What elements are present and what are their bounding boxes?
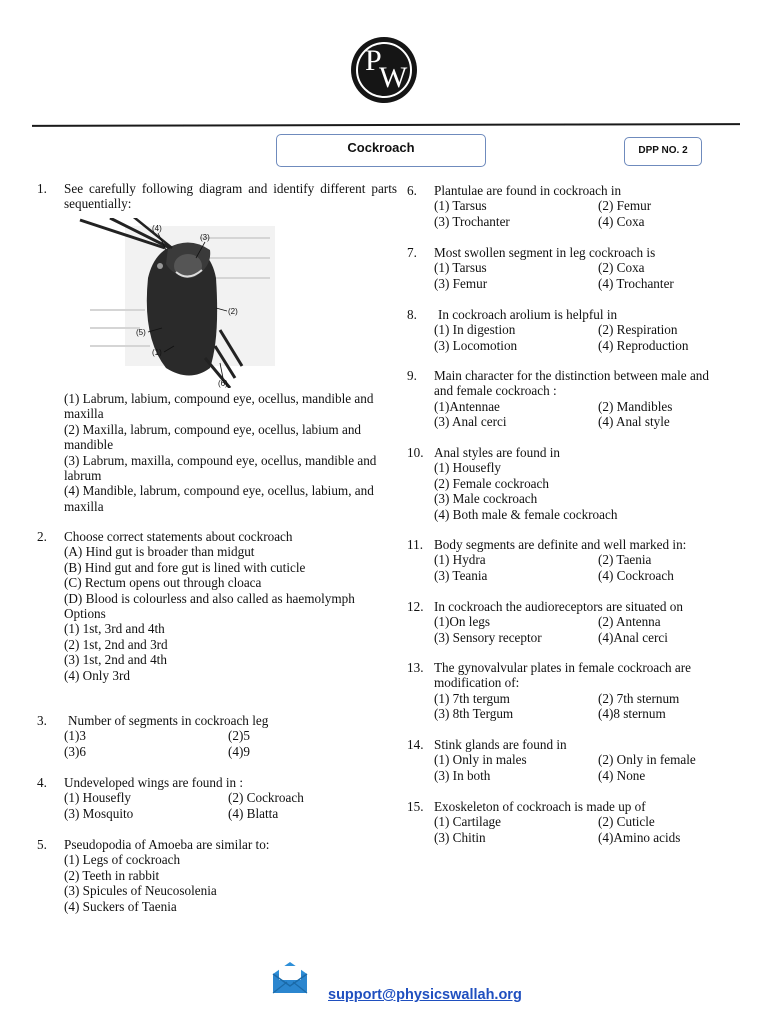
option: (4) None [598,767,646,783]
question-number: 2. [37,529,47,544]
logo-letter-w: W [379,61,408,94]
option: (3) Anal cerci [434,414,507,430]
option: (3) 8th Tergum [434,706,514,722]
option: (1)3 [64,728,86,744]
option: (3) Femur [434,275,488,291]
question-number: 10. [407,445,424,460]
option: (3) Trochanter [434,213,510,229]
question-stem: Choose correct statements about cockroach [64,529,293,544]
option: (4) Blatta [228,805,279,821]
diagram-label: (6) [218,379,228,388]
question-stem: Anal styles are found in [434,445,560,460]
option: (3) Male cockroach [434,491,538,507]
question-number: 5. [37,837,47,852]
option: (1) Tarsus [434,198,487,214]
question-number: 3. [37,713,47,728]
question-stem: Pseudopodia of Amoeba are similar to: [64,837,270,852]
statement: (D) Blood is colourless and also called as haemolymph [64,590,355,606]
option: (1) Tarsus [434,260,487,276]
option: (4) Trochanter [598,275,674,291]
question-number: 4. [37,775,47,790]
option: (2) Taenia [598,552,652,568]
option: (1) Legs of cockroach [64,852,181,868]
option: (4) Mandible, labrum, compound eye, ocellus, labium, and maxilla [64,483,374,514]
question-stem: In cockroach the audioreceptors are situated on [434,599,683,614]
option: (1) Only in males [434,752,527,768]
question-number: 11. [407,537,423,552]
pw-logo [351,37,417,103]
option: (1) Housefly [64,790,132,806]
option: (2) Female cockroach [434,475,549,491]
option: (4) Only 3rd [64,667,130,683]
support-email-link[interactable]: support@physicswallah.org [328,987,522,1003]
diagram-label: (1) [152,348,162,357]
option: (3) Teania [434,567,488,583]
option: (2) Femur [598,198,652,214]
question-number: 12. [407,599,424,614]
option: (3) Sensory receptor [434,629,542,645]
option: (3) Mosquito [64,805,134,821]
diagram-label: (3) [200,233,210,242]
question-stem: Main character for the distinction between male and and female cockroach : [434,368,709,399]
option: (2) 7th sternum [598,690,680,706]
option: (2) 1st, 2nd and 3rd [64,636,168,652]
option: (1) Hydra [434,552,486,568]
option: (3) Labrum, maxilla, compound eye, ocellus, mandible and labrum [64,452,377,484]
page-title: Cockroach [276,134,486,167]
question-number: 9. [407,368,417,383]
option: (4)9 [228,743,250,759]
option: (2) Respiration [598,322,678,338]
option: (3) 1st, 2nd and 4th [64,652,167,668]
question-stem: Exoskeleton of cockroach is made up of [434,799,646,814]
question-number: 1. [37,181,47,196]
option: (4) Coxa [598,213,645,229]
option: (1) 7th tergum [434,690,510,706]
diagram-label: (4) [152,224,162,233]
option: (1) Housefly [434,460,502,476]
option: (3) Chitin [434,829,486,845]
option: (3) In both [434,767,491,783]
question-number: 13. [407,660,424,675]
statement: (A) Hind gut is broader than midgut [64,544,255,560]
question-number: 8. [407,307,417,322]
option: (4) Both male & female cockroach [434,506,618,522]
question-stem: In cockroach arolium is helpful in [438,307,618,322]
option: (1) 1st, 3rd and 4th [64,621,165,637]
option: (1)On legs [434,614,491,630]
option: (4) Anal style [598,414,670,430]
statement: (C) Rectum opens out through cloaca [64,575,262,591]
option: (2) Maxilla, labrum, compound eye, ocellus, labium and mandible [64,421,362,453]
header-divider [32,123,740,127]
question-stem: See carefully following diagram and identify different parts sequentially: [64,181,397,212]
option: (4)Amino acids [598,829,681,845]
option: (1) Labrum, labium, compound eye, ocellus, mandible and maxilla [64,391,374,422]
option: (1) In digestion [434,322,516,338]
statement: (B) Hind gut and fore gut is lined with cuticle [64,559,306,575]
option: (1) Cartilage [434,814,502,830]
cockroach-head-diagram [70,218,290,388]
option: (4) Reproduction [598,337,689,353]
question-stem: Undeveloped wings are found in : [64,775,244,790]
dpp-number-badge: DPP NO. 2 [624,137,702,166]
option: (3)6 [64,743,86,759]
diagram-label: (5) [136,328,146,337]
diagram-label: (2) [228,307,238,316]
option: (2) Antenna [598,614,661,630]
question-number: 7. [407,245,417,260]
option: (3) Spicules of Neucosolenia [64,883,217,899]
option: (4)8 sternum [598,706,666,722]
question-number: 6. [407,183,417,198]
option: (2) Cockroach [228,790,304,806]
question-stem: Number of segments in cockroach leg [68,713,269,728]
question-number: 14. [407,737,424,752]
option: (4) Suckers of Taenia [64,898,177,914]
logo-letter-p: P [365,44,382,77]
question-stem: Most swollen segment in leg cockroach is [434,245,656,260]
question-stem: The gynovalvular plates in female cockroach are modification of: [434,660,692,691]
mail-icon [271,960,309,994]
option: (2)5 [228,728,250,744]
option: (4) Cockroach [598,567,674,583]
question-stem: Plantulae are found in cockroach in [434,183,622,198]
option: (2) Teeth in rabbit [64,867,160,883]
option: (4)Anal cerci [598,629,668,645]
question-number: 15. [407,799,424,814]
question-stem: Body segments are definite and well marked in: [434,537,687,552]
option: (1)Antennae [434,398,500,414]
question-stem: Stink glands are found in [434,737,567,752]
options-label: Options [64,606,106,622]
option: (2) Mandibles [598,398,673,414]
option: (2) Coxa [598,260,645,276]
option: (2) Cuticle [598,814,655,830]
option: (3) Locomotion [434,337,518,353]
option: (2) Only in female [598,752,696,768]
